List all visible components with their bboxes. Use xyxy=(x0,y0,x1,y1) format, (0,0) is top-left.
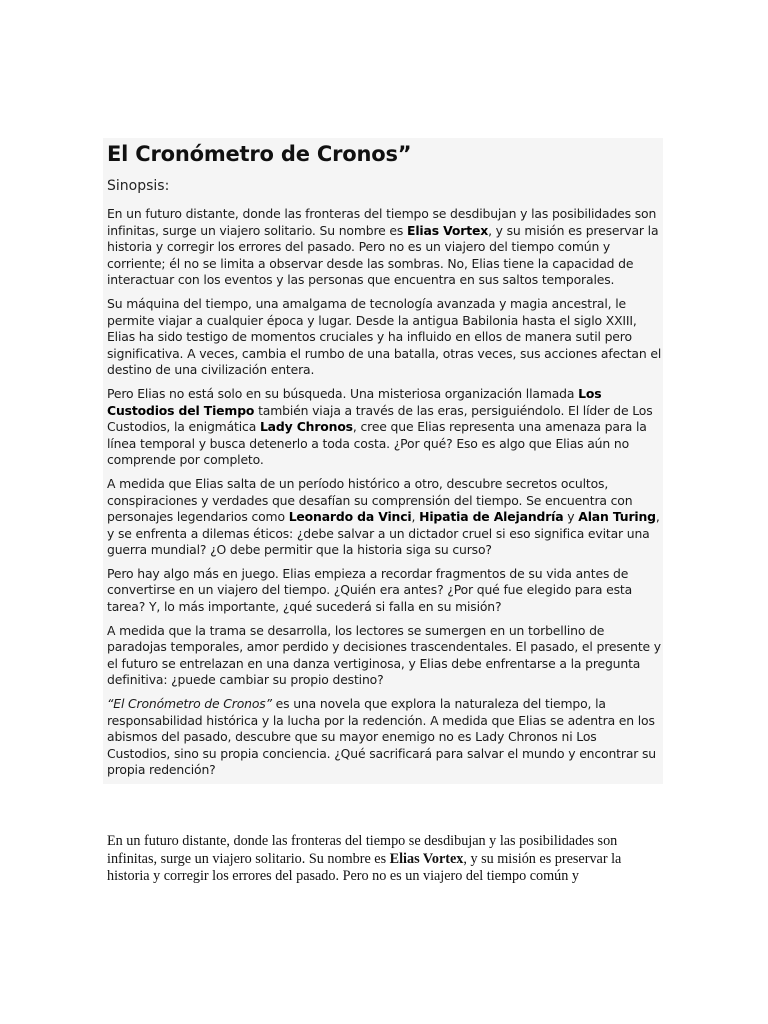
text-run: En un futuro distante, donde las fronteras del tiempo se desdibujan y las posibilidades son infinitas, surge un viajero solitario. Su nombre es xyxy=(107,833,618,867)
summary-section xyxy=(107,138,663,779)
text-run: , cree que Elias representa una amenaza para la línea temporal y busca detenerlo a toda costa. ¿Por qué? Eso es algo que Elias aún no comprende por completo. xyxy=(107,419,647,468)
document-title: El Cronómetro de Cronos” xyxy=(107,142,412,166)
paragraph-memories: Pero hay algo más en juego. Elias empieza a recordar fragmentos de su vida antes de convertirse en un viajero del tiempo. ¿Quién era antes? ¿Por qué fue elegido para esta tarea? Y, lo más importante, ¿qué sucederá si falla en su misión? xyxy=(107,565,633,615)
text-run: , y se enfrenta a dilemas éticos: ¿debe salvar a un dictador cruel si eso significa evitar una guerra mundial? ¿O debe permitir que la historia siga su curso? xyxy=(107,509,660,558)
bold-hipatia: Hipatia de Alejandría xyxy=(419,509,564,525)
bold-name-elias-serif: Elias Vortex xyxy=(389,850,464,867)
paragraph-repeat-serif xyxy=(107,833,667,886)
text-run: En un futuro distante, donde las fronteras del tiempo se desdibujan y las posibilidades son infinitas, surge un viajero solitario. Su nombre es xyxy=(107,206,657,238)
section-subtitle: Sinopsis: xyxy=(107,178,170,194)
paragraph-intro xyxy=(107,206,663,289)
paragraph-custodians xyxy=(107,386,663,469)
paragraph-conclusion xyxy=(107,696,663,779)
text-run: , y su misión es preservar la historia y corregir los errores del pasado. Pero no es un viajero del tiempo común y corriente; él no se limita a observar desde las sombras. No, Elias tiene la capacidad de interactuar con los eventos y las personas que encuentra en sus saltos temporales. xyxy=(107,222,659,288)
bold-name-elias: Elias Vortex xyxy=(407,222,489,238)
paragraph-plot: A medida que la trama se desarrolla, los lectores se sumergen en un torbellino de paradojas temporales, amor perdido y decisiones trascendentales. El pasado, el presente y el futuro se entrelazan en una danza vertiginosa, y Elias debe enfrentarse a la pregunta definitiva: ¿puede cambiar su propio destino? xyxy=(107,622,661,688)
bold-lady-chronos: Lady Chronos xyxy=(259,419,353,435)
text-run: A medida que Elias salta de un período histórico a otro, descubre secretos ocultos, conspiraciones y verdades que desafían su comprensión del tiempo. Se encuentra con personajes legendarios como xyxy=(107,475,633,525)
text-run: Pero Elias no está solo en su búsqueda. Una misteriosa organización llamada xyxy=(107,385,579,401)
bold-turing: Alan Turing xyxy=(578,509,656,525)
bold-custodios: Los Custodios del Tiempo xyxy=(107,385,602,418)
paragraph-characters xyxy=(107,476,663,559)
text-run: y xyxy=(563,509,579,525)
italic-book-title: “El Cronómetro de Cronos” xyxy=(107,696,272,712)
text-run: , xyxy=(411,509,420,525)
text-run: , y su misión es preservar la historia y corregir los errores del pasado. Pero no es un viajero del tiempo común y xyxy=(107,850,622,884)
text-run: es una novela que explora la naturaleza del tiempo, la responsabilidad histórica y la lucha por la redención. A medida que Elias se adentra en los abismos del pasado, descubre que su mayor enemigo no es Lady Chronos ni Los Custodios, sino su propia conciencia. ¿Qué sacrificará para salvar el mundo y encontrar su propia redención? xyxy=(107,696,657,778)
text-run: también viaja a través de las eras, persiguiéndolo. El líder de Los Custodios, la enigmática xyxy=(107,402,653,435)
paragraph-time-machine: Su máquina del tiempo, una amalgama de tecnología avanzada y magia ancestral, le permite viajar a cualquier época y lugar. Desde la antigua Babilonia hasta el siglo XXIII, Elias ha sido testigo de momentos cruciales y ha influido en ellos de manera sutil pero significativa. A veces, cambia el rumbo de una batalla, otras veces, sus acciones afectan el destino de una civilización entera. xyxy=(107,295,662,378)
bold-leonardo: Leonardo da Vinci xyxy=(288,509,412,525)
